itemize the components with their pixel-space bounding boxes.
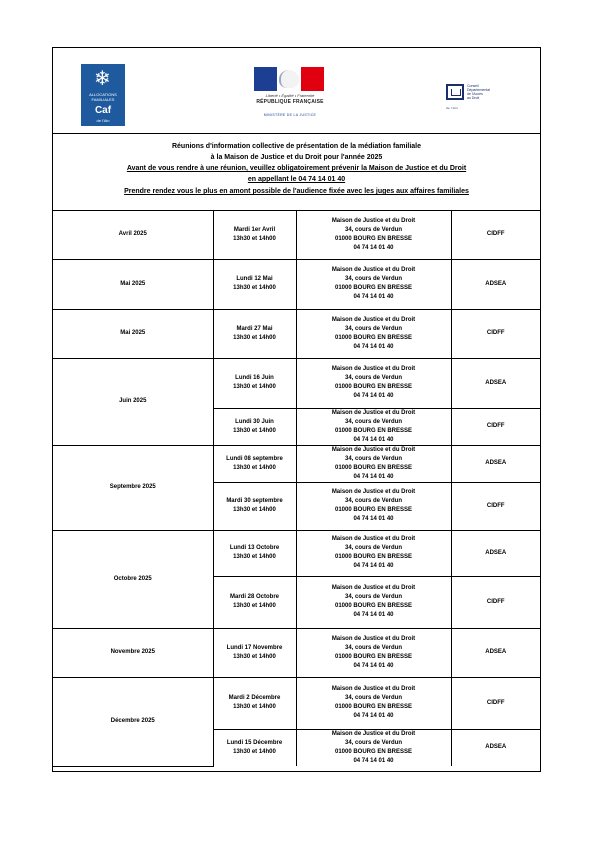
address-cell [296,358,451,408]
marianne-flag-icon [254,67,324,91]
address-line-3: 01000 BOURG EN BRESSE [334,507,413,513]
date-cell [213,530,296,576]
address-line-3: 01000 BOURG EN BRESSE [334,704,413,710]
address-phone: 04 74 14 01 40 [353,516,394,522]
date-cell [213,358,296,408]
address-line-3: 01000 BOURG EN BRESSE [334,285,413,291]
session-date: Lundi 15 Décembre [226,739,283,746]
organization-cell: ADSEA [451,729,540,766]
address-phone: 04 74 14 01 40 [353,757,394,764]
address-line-2: 34, cours de Verdun [344,644,403,651]
session-time: 13h30 et 14h00 [233,235,276,242]
address-cell [296,259,451,309]
session-time: 13h30 et 14h00 [233,603,276,609]
address-line-2: 34, cours de Verdun [344,418,403,425]
organization-cell: CIDFF [451,211,540,259]
address-line-1: Maison de Justice et du Droit [331,686,416,692]
address-line-2: 34, cours de Verdun [344,695,403,701]
address-line-1: Maison de Justice et du Droit [331,489,416,495]
caf-logo-name: Caf [94,105,112,116]
document-heading [53,134,540,211]
session-date: Lundi 17 Novembre [226,644,283,651]
address-phone: 04 74 14 01 40 [353,436,394,443]
address-line-2: 34, cours de Verdun [344,325,403,332]
address-phone: 04 74 14 01 40 [353,244,394,251]
heading-advice: Prendre rendez vous le plus en amont possible de l'audience fixée avec les juges aux affaires familiales [124,188,469,195]
address-line-3: 01000 BOURG EN BRESSE [334,603,413,609]
table-row [53,259,540,309]
address-cell [296,309,451,358]
address-line-3: 01000 BOURG EN BRESSE [334,235,413,242]
address-line-1: Maison de Justice et du Droit [331,585,416,591]
address-phone: 04 74 14 01 40 [353,294,394,300]
organization-cell: ADSEA [451,445,540,482]
session-date: Mardi 30 septembre [226,498,283,504]
month-cell: Septembre 2025 [53,445,213,530]
organization-cell: ADSEA [451,628,540,677]
address-cell [296,530,451,576]
organization-cell: CIDFF [451,482,540,530]
month-cell: Avril 2025 [53,211,213,259]
address-phone: 04 74 14 01 40 [353,343,394,350]
address-line-1: Maison de Justice et du Droit [331,316,416,323]
address-line-1: Maison de Justice et du Droit [331,409,416,416]
caf-logo [81,64,125,126]
date-cell [213,482,296,530]
address-phone: 04 74 14 01 40 [353,662,394,669]
address-line-1: Maison de Justice et du Droit [331,446,416,453]
address-phone: 04 74 14 01 40 [353,563,394,569]
address-line-3: 01000 BOURG EN BRESSE [334,334,413,341]
session-time: 13h30 et 14h00 [233,748,276,755]
session-time: 13h30 et 14h00 [233,554,276,560]
session-date: Lundi 16 Juin [235,375,274,381]
session-time: 13h30 et 14h00 [233,285,276,291]
address-line-2: 34, cours de Verdun [344,455,403,462]
address-line-2: 34, cours de Verdun [344,594,403,600]
address-line-3: 01000 BOURG EN BRESSE [334,554,413,560]
organization-cell: ADSEA [451,530,540,576]
month-cell: Juin 2025 [53,358,213,445]
address-line-2: 34, cours de Verdun [344,739,403,746]
address-cell [296,482,451,530]
address-line-1: Maison de Justice et du Droit [331,536,416,542]
session-date: Lundi 30 Juin [235,418,274,425]
address-cell [296,445,451,482]
snowflake-icon: ❄ [94,66,111,90]
date-cell [213,628,296,677]
session-time: 13h30 et 14h00 [233,464,276,471]
address-cell [296,628,451,677]
date-cell [213,259,296,309]
address-phone: 04 74 14 01 40 [353,393,394,399]
organization-cell: CIDFF [451,408,540,445]
address-line-3: 01000 BOURG EN BRESSE [334,427,413,434]
table-row [53,677,540,729]
organization-cell: CIDFF [451,309,540,358]
address-cell [296,677,451,729]
heading-line-2: à la Maison de Justice et du Droit pour l'année 2025 [210,154,383,161]
session-date: Mardi 2 Décembre [228,695,281,701]
heading-warning: Avant de vous rendre à une réunion, veuillez obligatoirement prévenir la Maison de Justice et du Droit [126,165,467,172]
rf-name: RÉPUBLIQUE FRANÇAISE [256,99,324,105]
session-time: 13h30 et 14h00 [233,384,276,390]
table-row [53,530,540,576]
address-line-2: 34, cours de Verdun [344,545,403,551]
address-cell [296,729,451,766]
caf-logo-tagline: ALLOCATIONS FAMILIALES [89,92,117,102]
heading-phone: en appellant le 04 74 14 01 40 [247,176,346,183]
sessions-table [53,211,540,767]
address-cell [296,408,451,445]
address-line-1: Maison de Justice et du Droit [331,635,416,642]
cdad-logo-text: Conseil Départemental de l'Accès au Droit [467,84,490,100]
address-line-2: 34, cours de Verdun [344,276,403,282]
address-line-1: Maison de Justice et du Droit [331,366,416,372]
address-line-2: 34, cours de Verdun [344,375,403,381]
document-frame [52,47,541,772]
month-cell: Décembre 2025 [53,677,213,766]
session-date: Lundi 12 Mai [236,276,273,282]
republique-francaise-logo [254,67,326,125]
address-line-3: 01000 BOURG EN BRESSE [334,748,413,755]
heading-line-1: Réunions d'information collective de présentation de la médiation familiale [171,143,422,150]
month-cell: Mai 2025 [53,259,213,309]
address-line-1: Maison de Justice et du Droit [331,217,416,224]
rf-motto: Liberté • Égalité • Fraternité [265,93,315,98]
address-cell [296,576,451,628]
organization-cell: ADSEA [451,358,540,408]
book-icon [446,84,464,100]
month-cell: Mai 2025 [53,309,213,358]
address-phone: 04 74 14 01 40 [353,713,394,719]
organization-cell: ADSEA [451,259,540,309]
date-cell [213,445,296,482]
address-line-2: 34, cours de Verdun [344,226,403,233]
caf-logo-sub: de l'Ain [96,118,110,123]
session-date: Lundi 08 septembre [226,455,283,462]
address-line-3: 01000 BOURG EN BRESSE [334,464,413,471]
table-row [53,211,540,259]
date-cell [213,309,296,358]
address-phone: 04 74 14 01 40 [353,612,394,618]
address-line-2: 34, cours de Verdun [344,498,403,504]
session-date: Mardi 28 Octobre [229,594,279,600]
date-cell [213,576,296,628]
date-cell [213,211,296,259]
address-line-3: 01000 BOURG EN BRESSE [334,384,413,390]
date-cell [213,729,296,766]
session-time: 13h30 et 14h00 [233,507,276,513]
table-row [53,358,540,408]
rf-ministry: MINISTÈRE DE LA JUSTICE [263,113,317,117]
session-date: Mardi 1er Avril [233,226,276,233]
session-time: 13h30 et 14h00 [233,704,276,710]
session-date: Lundi 13 Octobre [229,545,280,551]
month-cell: Novembre 2025 [53,628,213,677]
session-time: 13h30 et 14h00 [233,334,276,341]
address-line-3: 01000 BOURG EN BRESSE [334,653,413,660]
date-cell [213,677,296,729]
session-date: Mardi 27 Mai [236,325,273,332]
session-time: 13h30 et 14h00 [233,427,276,434]
address-line-1: Maison de Justice et du Droit [331,730,416,737]
date-cell [213,408,296,445]
address-line-1: Maison de Justice et du Droit [331,267,416,273]
logo-header [53,48,540,134]
address-cell [296,211,451,259]
table-row [53,309,540,358]
cdad-logo-footer: de l'Ain [446,106,459,110]
session-time: 13h30 et 14h00 [233,653,276,660]
organization-cell: CIDFF [451,576,540,628]
cdad-logo [446,84,506,112]
table-row [53,628,540,677]
organization-cell: CIDFF [451,677,540,729]
table-row [53,445,540,482]
address-phone: 04 74 14 01 40 [353,473,394,480]
month-cell: Octobre 2025 [53,530,213,628]
